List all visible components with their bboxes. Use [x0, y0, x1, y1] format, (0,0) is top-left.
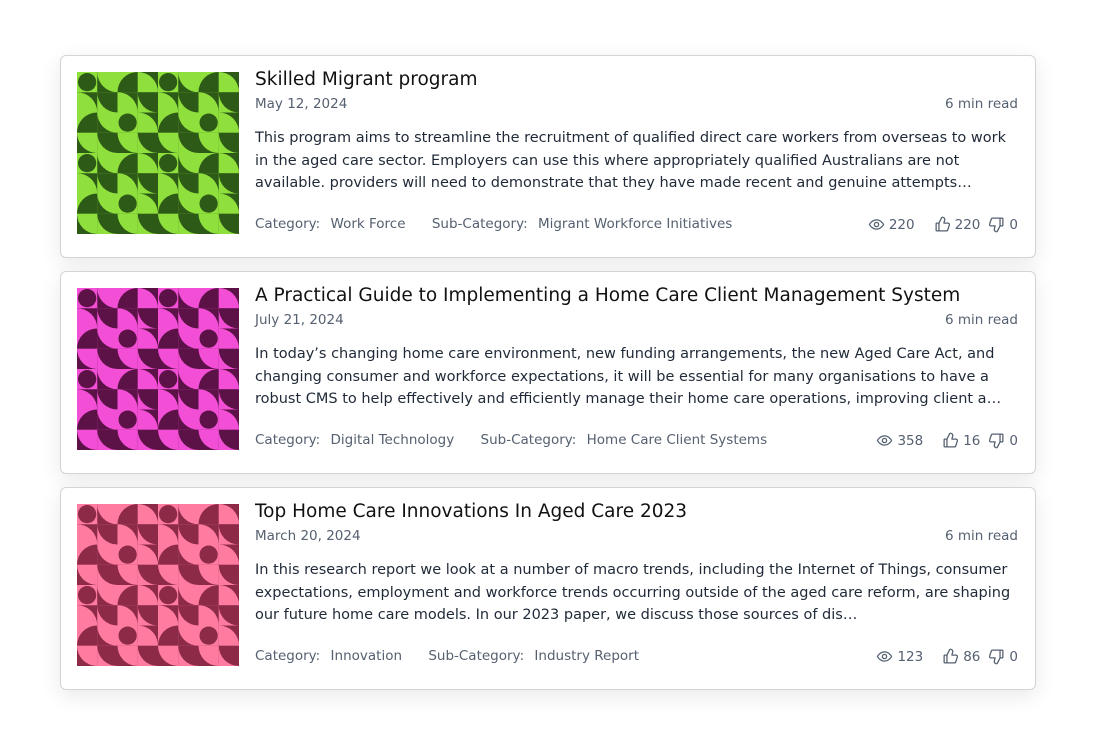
read-time: 6 min read: [944, 312, 1018, 328]
views-stat: [876, 648, 923, 665]
thumbs-up-icon: [942, 648, 959, 665]
article-date: March 20, 2024: [255, 528, 361, 544]
dislike-button[interactable]: [988, 648, 1018, 665]
subcategory-link[interactable]: Migrant Workforce Initiatives: [537, 216, 733, 232]
article-card[interactable]: [60, 55, 1036, 258]
article-summary: This program aims to streamline the recruitment of qualified direct care workers from overseas to work in the aged care sector. Employers can use this where appropriately qualified Australians are not available. providers will need to demonstrate that they have made recent and genuine attempts…: [255, 130, 1007, 191]
views-count: 123: [897, 648, 924, 665]
dislikes-count: 0: [1009, 432, 1018, 449]
article-card[interactable]: [60, 271, 1036, 474]
likes-count: 16: [963, 432, 981, 449]
article-summary: In this research report we look at a number of macro trends, including the Internet of Things, consumer expectations, employment and workforce trends occurring outside of the aged care reform, are shaping our future home care models. In our 2023 paper, we discuss those sources of dis…: [255, 562, 1011, 623]
category-label: Category:: [255, 432, 321, 448]
article-thumbnail[interactable]: [77, 504, 239, 666]
thumbs-down-icon: [988, 432, 1005, 449]
subcategory-link[interactable]: Home Care Client Systems: [586, 432, 768, 448]
article-card[interactable]: [60, 487, 1036, 690]
article-thumbnail[interactable]: [77, 72, 239, 234]
subcategory-label: Sub-Category:: [480, 432, 577, 448]
read-time: 6 min read: [944, 528, 1018, 544]
article-date: May 12, 2024: [255, 96, 348, 112]
thumbs-up-icon: [942, 432, 959, 449]
category-link[interactable]: Digital Technology: [330, 432, 455, 448]
subcategory-link[interactable]: Industry Report: [534, 648, 639, 664]
like-button[interactable]: [934, 216, 981, 233]
article-summary: In today’s changing home care environment, new funding arrangements, the new Aged Care Act, and changing consumer and workforce expectations, it will be essential for many organisations to have a robust CMS to help effectively and efficiently manage their home care operations, improving client a…: [255, 346, 1002, 407]
dislikes-count: 0: [1009, 216, 1018, 233]
dislike-button[interactable]: [988, 432, 1018, 449]
category-label: Category:: [255, 648, 321, 664]
article-title[interactable]: Skilled Migrant program: [255, 69, 478, 90]
category-link[interactable]: Innovation: [330, 648, 403, 664]
category-label: Category:: [255, 216, 321, 232]
eye-icon: [868, 216, 885, 233]
likes-count: 86: [963, 648, 981, 665]
thumbs-down-icon: [988, 648, 1005, 665]
like-button[interactable]: [942, 432, 980, 449]
article-date: July 21, 2024: [255, 312, 344, 328]
thumbs-up-icon: [934, 216, 951, 233]
article-thumbnail[interactable]: [77, 288, 239, 450]
like-button[interactable]: [942, 648, 980, 665]
article-title[interactable]: A Practical Guide to Implementing a Home Care Client Management System: [255, 285, 961, 306]
category-link[interactable]: Work Force: [330, 216, 406, 232]
views-count: 220: [888, 216, 915, 233]
eye-icon: [876, 432, 893, 449]
views-stat: [868, 216, 915, 233]
subcategory-label: Sub-Category:: [428, 648, 525, 664]
thumbs-down-icon: [988, 216, 1005, 233]
views-stat: [876, 432, 923, 449]
article-title[interactable]: Top Home Care Innovations In Aged Care 2023: [255, 501, 688, 522]
eye-icon: [876, 648, 893, 665]
subcategory-label: Sub-Category:: [431, 216, 528, 232]
views-count: 358: [897, 432, 924, 449]
dislike-button[interactable]: [988, 216, 1018, 233]
dislikes-count: 0: [1009, 648, 1018, 665]
likes-count: 220: [954, 216, 981, 233]
read-time: 6 min read: [944, 96, 1018, 112]
article-list: [60, 55, 1036, 703]
